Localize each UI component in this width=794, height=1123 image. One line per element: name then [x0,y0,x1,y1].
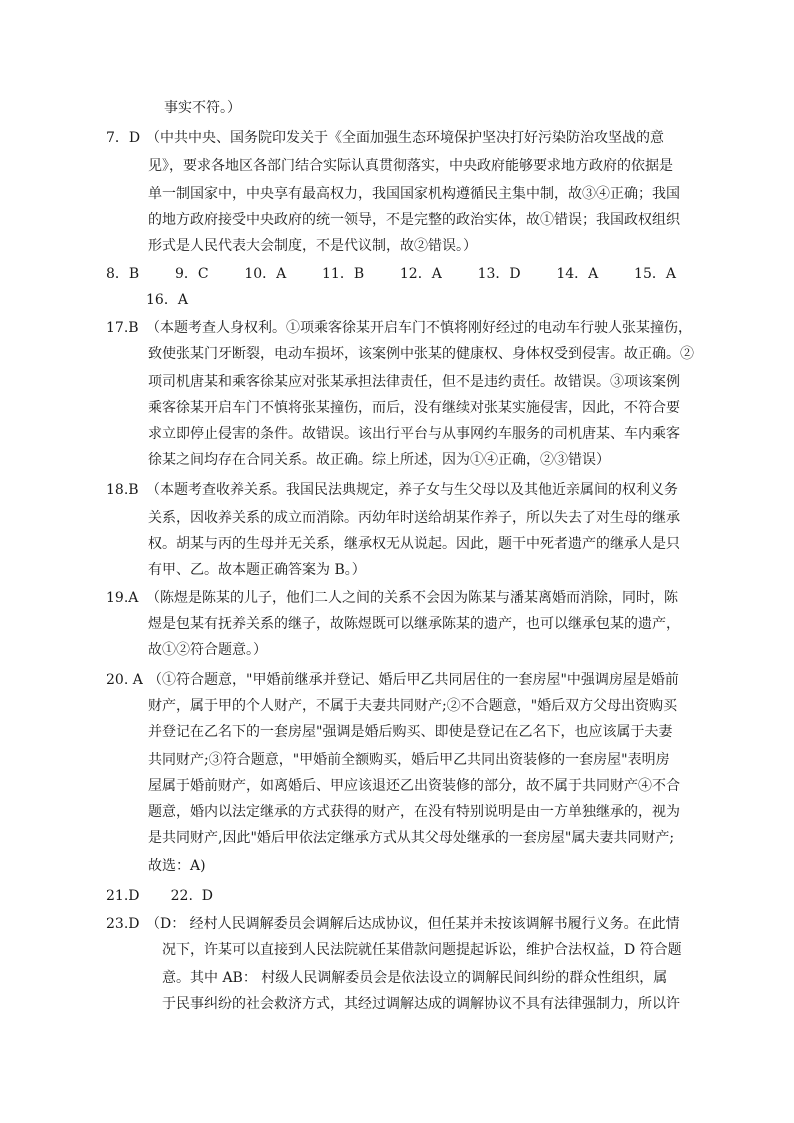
question-23-answer: 23.D [106,916,140,932]
question-7-answer: 7．D [106,130,141,146]
text-line: 事实不符。） [164,100,241,116]
text-line: 关系，因收养关系的成立而消除。丙幼年时送给胡某作养子，所以失去了对生母的继承 [148,510,680,526]
text-line: 共同财产;③符合题意，"甲婚前全额购买，婚后甲乙共同出资装修的一套房屋"表明房 [148,752,670,768]
text-line: 形式是人民代表大会制度，不是代议制，故②错误。） [148,238,477,254]
question-19-answer: 19.A [106,590,139,606]
answer-13: 13．D [477,266,521,282]
text-line: 项司机唐某和乘客徐某应对张某承担法律责任，但不是违约责任。故错误。③项该案例 [148,374,680,390]
text-line: 是共同财产,因此"婚后甲依法定继承方式从其父母处继承的一套房屋"属夫妻共同财产; [148,830,675,846]
text-line: 屋属于婚前财产，如离婚后、甲应该退还乙出资装修的部分，故不属于共同财产④不合 [148,778,680,794]
text-line: （①符合题意，"甲婚前继承并登记、婚后甲乙共同居住的一套房屋"中强调房屋是婚前 [148,672,679,688]
text-line: 见》，要求各地区各部门结合实际认真贯彻落实，中央政府能够要求地方政府的依据是 [148,158,673,174]
text-line: 并登记在乙名下的一套房屋"强调是婚后购买、即使是登记在乙名下，也应该属于夫妻 [148,724,673,740]
answer-11: 11．B [322,266,365,282]
answer-16: 16．A [146,292,188,308]
text-line: 况下，许某可以直接到人民法院就任某借款问题提起诉讼，维护合法权益，D 符合题 [162,942,682,958]
answer-row [106,264,676,284]
answer-15: 15．A [634,266,676,282]
text-line: 故①②符合题意。） [148,642,267,658]
answers-21-22: 21.D 22. D [106,888,214,904]
text-line: 财产，属于甲的个人财产，不属于夫妻共同财产;②不合题意，"婚后双方父母出资购买 [148,698,678,714]
question-20-answer: 20. A [106,672,143,688]
question-18-answer: 18.B [106,482,139,498]
text-line: 煜是包某有抚养关系的继子，故陈煜既可以继承陈某的遗产，也可以继承包某的遗产， [148,616,680,632]
text-line: （本题考查收养关系。我国民法典规定，养子女与生父母以及其他近亲属间的权利义务 [146,482,678,498]
text-line: 徐某之间均存在合同关系。故正确。综上所述，因为①④正确，②③错误） [148,452,610,468]
answer-9: 9．C [174,266,209,282]
text-line: 故选：A) [148,858,206,874]
text-line: 权。胡某与丙的生母并无关系，继承权无从说起。因此，题干中死者遗产的继承人是只 [148,536,680,552]
text-line: 于民事纠纷的社会救济方式，其经过调解达成的调解协议不具有法律强制力，所以许 [162,996,680,1012]
text-line: （本题考查人身权利。①项乘客徐某开启车门不慎将刚好经过的电动车行驶人张某撞伤， [146,320,692,336]
answer-10: 10．A [244,266,287,282]
answer-12: 12．A [399,266,442,282]
text-line: （陈煜是陈某的儿子，他们二人之间的关系不会因为陈某与潘某离婚而消除，同时，陈 [146,590,678,606]
text-line: （中共中央、国务院印发关于《全面加强生态环境保护坚决打好污染防治攻坚战的意 [146,130,664,146]
text-line: 求立即停止侵害的条件。故错误。该出行平台与从事网约车服务的司机唐某、车内乘客 [148,426,680,442]
text-line: 乘客徐某开启车门不慎将张某撞伤，而后，没有继续对张某实施侵害，因此，不符合要 [148,400,680,416]
question-17-answer: 17.B [106,320,139,336]
text-line: 有甲、乙。故本题正确答案为 B。） [148,562,366,578]
text-line: 单一制国家中，中央享有最高权力，我国国家机构遵循民主集中制，故③④正确；我国 [148,186,680,202]
answer-14: 14．A [556,266,599,282]
answer-8: 8．B [106,266,140,282]
text-line: 的地方政府接受中央政府的统一领导，不是完整的政治实体，故①错误；我国政权组织 [148,212,680,228]
text-line: 致使张某门牙断裂，电动车损坏，该案例中张某的健康权、身体权受到侵害。故正确。② [148,346,694,362]
text-line: （D： 经村人民调解委员会调解后达成协议，但任某并未按该调解书履行义务。在此情 [146,916,680,932]
text-line: 题意，婚内以法定继承的方式获得的财产，在没有特别说明是由一方单独继承的，视为 [148,804,680,820]
text-line: 意。其中 AB： 村级人民调解委员会是依法设立的调解民间纠纷的群众性组织，属 [162,970,668,986]
